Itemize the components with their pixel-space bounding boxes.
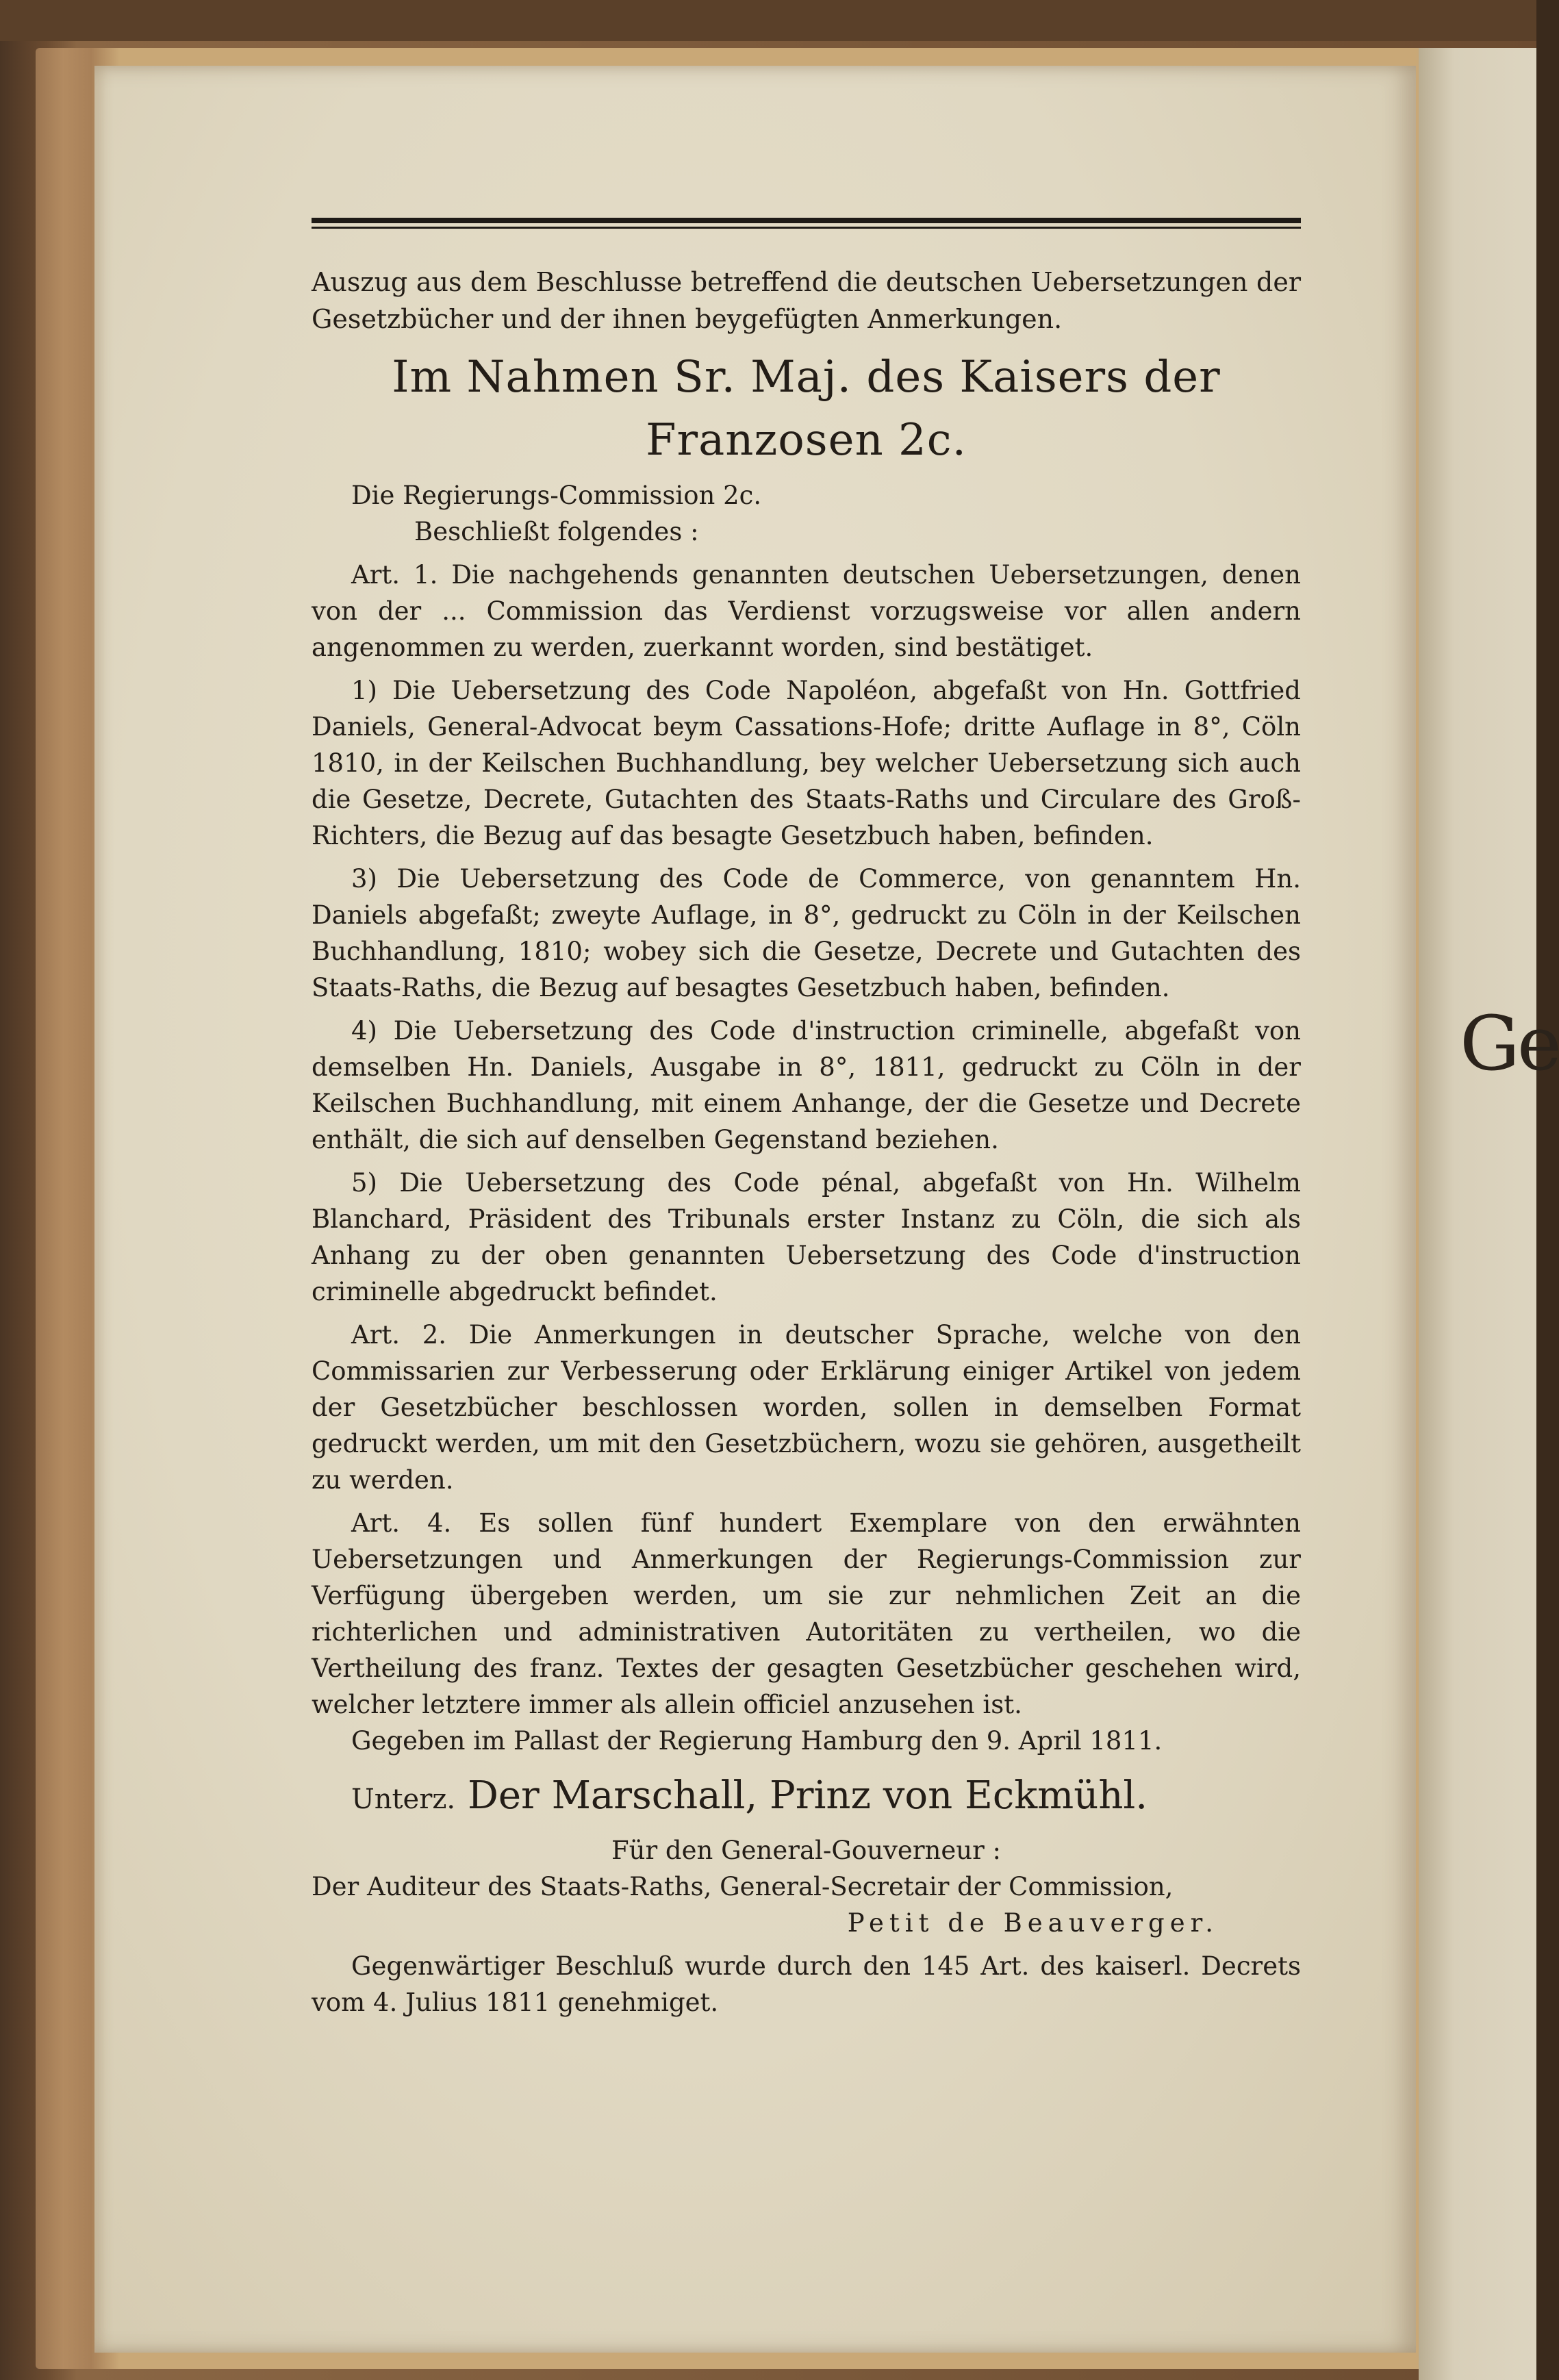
for-governor-line: Für den General-Gouverneur : [611,1836,1001,1865]
paragraph-item-4: 4) Die Uebersetzung des Code d'instruction criminelle, abgefaßt von demselben Hn. Daniels, Ausgabe in 8°, 1811, gedruckt zu Cöln in der Keilschen Buchhandlung, mit einem Anhange, der die Gesetze und Decrete enthält, die sich auf denselben Gegenstand beziehen. [312,1016,1301,1154]
resolves-line: Beschließt folgendes : [414,517,699,546]
facing-page [1419,48,1559,2380]
paragraph-art-2: Art. 2. Die Anmerkungen in deutscher Sprache, welche von den Commissarien zur Verbesserung oder Erklärung einiger Artikel von jedem der Gesetzbücher beschlossen worden, sollen in demselben Format gedruckt werden, um mit den Gesetzbüchern, wozu sie gehören, ausgetheilt zu werden. [312,1320,1301,1495]
header-rule-thick [312,218,1301,223]
paragraph-item-1: 1) Die Uebersetzung des Code Napoléon, abgefaßt von Hn. Gottfried Daniels, General-Advocat beym Cassations-Hofe; dritte Auflage in 8°, Cöln 1810, in der Keilschen Buchhandlung, bey welcher Uebersetzung sich auch die Gesetze, Decrete, Gutachten des Staats-Raths und Circulare des Groß-Richters, die Bezug auf das besagte Gesetzbuch haben, befinden. [312,676,1301,850]
document-heading: Im Nahmen Sr. Maj. des Kaisers der Franzosen 2c. [392,352,1221,466]
document-title: Auszug aus dem Beschlusse betreffend die deutschen Uebersetzungen der Gesetzbücher und der ihnen beygefügten Anmerkungen. [312,267,1301,334]
paragraph-art-1: Art. 1. Die nachgehends genannten deutschen Uebersetzungen, denen von der ... Commission das Verdienst vorzugsweise vor allen andern angenommen zu werden, zuerkannt worden, sind bestätiget. [312,560,1301,662]
given-line: Gegeben im Pallast der Regierung Hamburg den 9. April 1811. [351,1726,1163,1756]
closing-note: Gegenwärtiger Beschluß wurde durch den 145 Art. des kaiserl. Decrets vom 4. Julius 1811 genehmiget. [312,1951,1301,2017]
paragraph-art-4: Art. 4. Es sollen fünf hundert Exemplare von den erwähnten Uebersetzungen und Anmerkungen der Regierungs-Commission zur Verfügung übergeben werden, um sie zur nehmlichen Zeit an die richterlichen und administrativen Autoritäten zu vertheilen, wo die Vertheilung des franz. Textes der gesagten Gesetzbücher geschehen wird, welcher letztere immer als allein officiel anzusehen ist. [312,1508,1301,1719]
signed-prefix: Unterz. [351,1784,456,1815]
signed-name: Der Marschall, Prinz von Eckmühl. [467,1773,1148,1818]
signature-line [312,1769,1301,1827]
page-text [312,264,1301,2021]
paragraph-item-5: 5) Die Uebersetzung des Code pénal, abgefaßt von Hn. Wilhelm Blanchard, Präsident des Tribunals erster Instanz zu Cöln, die sich als Anhang zu der oben genannten Uebersetzung des Code d'instruction criminelle abgedruckt befindet. [312,1168,1301,1306]
paragraph-item-3: 3) Die Uebersetzung des Code de Commerce, von genanntem Hn. Daniels abgefaßt; zweyte Auflage, in 8°, gedruckt zu Cöln in der Keilschen Buchhandlung, 1810; wobey sich die Gesetze, Decrete und Gutachten des Staats-Raths, die Bezug auf besagtes Gesetzbuch haben, befinden. [312,864,1301,1002]
auditor-line: Der Auditeur des Staats-Raths, General-Secretair der Commission, [312,1872,1174,1901]
header-rule-thin [312,227,1301,229]
book-board [0,0,1536,41]
facing-page-text: Ge [1460,1000,1559,1087]
commission-line: Die Regierungs-Commission 2c. [351,481,762,510]
auditor-name: Petit de Beauverger. [847,1908,1219,1938]
